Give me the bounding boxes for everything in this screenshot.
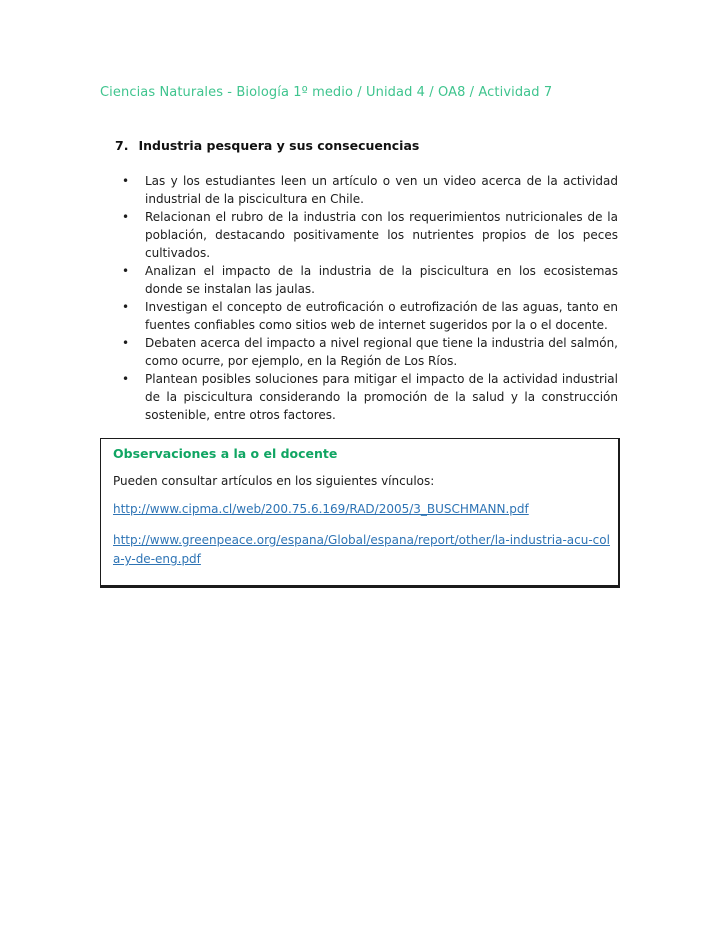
observations-intro: Pueden consultar artículos en los siguientes vínculos: (113, 474, 435, 488)
observations-box (100, 438, 620, 588)
activity-number: 7. (115, 138, 129, 153)
activity-bullet-list (100, 172, 618, 424)
page-content (100, 85, 618, 588)
observations-heading: Observaciones a la o el docente (113, 446, 338, 461)
link-cipma-pdf[interactable]: http://www.cipma.cl/web/200.75.6.169/RAD/2005/3_BUSCHMANN.pdf (113, 502, 529, 516)
activity-heading (115, 138, 618, 153)
list-item: • Debaten acerca del impacto a nivel regional que tiene la industria del salmón, como ocurre, por ejemplo, en la Región de Los Ríos. (100, 334, 618, 370)
list-item: • Relacionan el rubro de la industria con los requerimientos nutricionales de la población, destacando positivamente los nutrientes propios de los peces cultivados. (100, 208, 618, 262)
link-greenpeace-pdf[interactable]: http://www.greenpeace.org/espana/Global/espana/report/other/la-industria-acu-cola-y-de-eng.pdf (113, 533, 610, 566)
list-item: • Las y los estudiantes leen un artículo o ven un video acerca de la actividad industrial de la piscicultura en Chile. (100, 172, 618, 208)
list-item: • Plantean posibles soluciones para mitigar el impacto de la actividad industrial de la piscicultura considerando la promoción de la salud y la construcción sostenible, entre otros factores. (100, 370, 618, 424)
activity-title: Industria pesquera y sus consecuencias (138, 138, 420, 153)
list-item: • Analizan el impacto de la industria de la piscicultura en los ecosistemas donde se instalan las jaulas. (100, 262, 618, 298)
breadcrumb: Ciencias Naturales - Biología 1º medio / Unidad 4 / OA8 / Actividad 7 (100, 85, 553, 100)
list-item: • Investigan el concepto de eutroficación o eutrofización de las aguas, tanto en fuentes confiables como sitios web de internet sugeridos por la o el docente. (100, 298, 618, 334)
